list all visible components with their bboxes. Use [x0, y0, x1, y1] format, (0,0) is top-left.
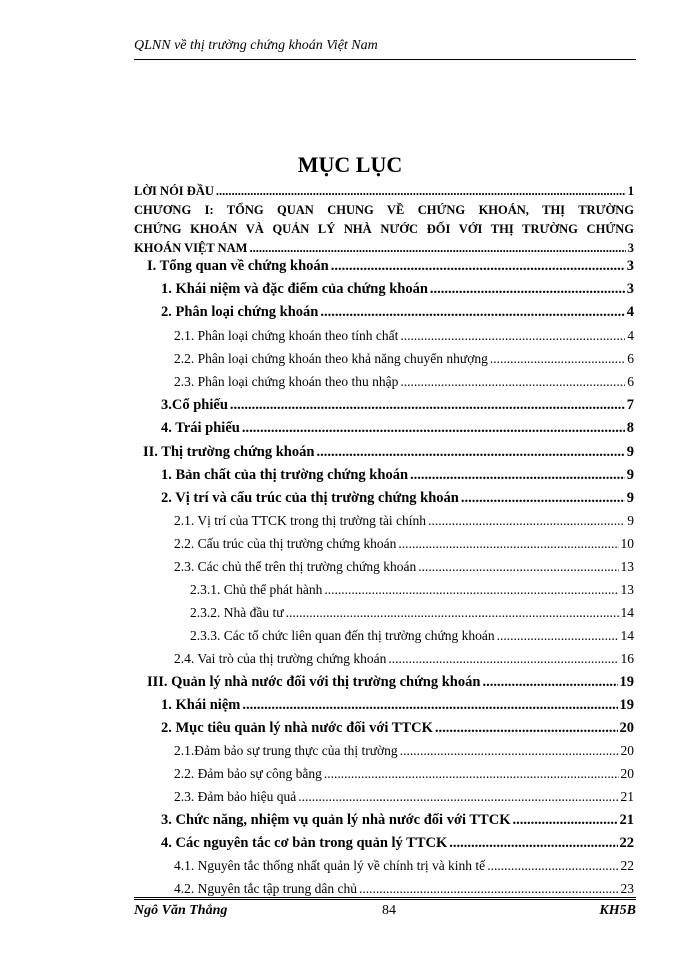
toc-entry-text: 2. Mục tiêu quản lý nhà nước đối với TTCK — [161, 720, 433, 736]
toc-entry-page: 22 — [620, 858, 634, 873]
toc-entry-page: 14 — [620, 605, 634, 620]
header-divider — [134, 59, 636, 60]
toc-leader — [487, 858, 618, 874]
toc-leader — [242, 697, 617, 714]
toc-entry-page: 4 — [627, 328, 634, 343]
toc-leader — [435, 720, 618, 737]
toc-entry-text: 2.2. Đảm bảo sự công bằng — [174, 766, 322, 781]
toc-entry[interactable] — [161, 812, 634, 829]
toc-entry[interactable] — [161, 397, 634, 414]
toc-entry-text: 3.Cổ phiếu — [161, 397, 228, 413]
toc-entry-text: 4. Các nguyên tắc cơ bản trong quản lý TTCK — [161, 835, 448, 851]
toc-entry-page: 9 — [626, 444, 634, 460]
toc-leader — [316, 444, 624, 461]
toc-entry[interactable] — [174, 559, 634, 575]
toc-entry[interactable] — [161, 467, 634, 484]
toc-entry-text: 2.2. Cấu trúc của thị trường chứng khoán — [174, 536, 397, 551]
toc-leader — [461, 490, 625, 507]
chapter-heading-line-3[interactable] — [134, 239, 634, 258]
chapter-heading-line-1[interactable]: CHƯƠNG I: TỔNG QUAN CHUNG VỀ CHỨNG KHOÁN, THỊ TRƯỜNG — [134, 203, 634, 217]
toc-entry-text: 4.2. Nguyên tắc tập trung dân chủ — [174, 881, 357, 896]
toc-entry-page: 1 — [627, 184, 634, 198]
toc-entry[interactable] — [190, 605, 634, 621]
toc-entry-page: 6 — [627, 351, 634, 366]
toc-entry-page: 22 — [619, 835, 634, 851]
toc-entry[interactable] — [174, 881, 634, 897]
chapter-heading-line-2[interactable]: CHỨNG KHOÁN VÀ QUẢN LÝ NHÀ NƯỚC ĐỐI VỚI THỊ TRƯỜNG CHỨNG — [134, 222, 634, 236]
toc-entry-text: 2.3. Đảm bảo hiệu quả — [174, 789, 297, 804]
toc-entry-text: 1. Khái niệm — [161, 697, 241, 713]
toc-entry[interactable] — [147, 674, 634, 691]
toc-entry-text: 2.3.1. Chủ thể phát hành — [190, 582, 323, 597]
toc-entry[interactable] — [161, 420, 634, 437]
toc-entry-page: 7 — [626, 397, 634, 413]
toc-entry-page: 16 — [620, 651, 634, 666]
toc-leader — [324, 582, 618, 598]
toc-entry-text: 2.3. Phân loại chứng khoán theo thu nhập — [174, 374, 399, 389]
toc-entry-text: 1. Bản chất của thị trường chứng khoán — [161, 467, 409, 483]
toc-entry-text: 2.4. Vai trò của thị trường chứng khoán — [174, 651, 387, 666]
running-header: QLNN về thị trường chứng khoán Việt Nam — [134, 38, 378, 53]
toc-leader — [242, 420, 625, 437]
toc-entry[interactable] — [174, 743, 634, 759]
toc-entry-text: 3. Chức năng, nhiệm vụ quản lý nhà nước đối với TTCK — [161, 812, 511, 828]
toc-entry[interactable] — [174, 789, 634, 805]
toc-leader — [410, 467, 625, 484]
toc-leader — [400, 374, 625, 390]
page-title: MỤC LỤC — [297, 152, 403, 177]
toc-entry[interactable] — [174, 858, 634, 874]
toc-entry-text: 2.3. Các chủ thể trên thị trường chứng khoán — [174, 559, 417, 574]
toc-entry-page: 13 — [620, 559, 634, 574]
toc-leader — [286, 605, 619, 621]
toc-entry-page: 6 — [627, 374, 634, 389]
toc-leader — [400, 328, 625, 344]
toc-entry[interactable] — [147, 258, 634, 275]
toc-leader — [400, 743, 619, 759]
toc-entry[interactable] — [161, 281, 634, 298]
toc-leader — [482, 674, 617, 691]
toc-entry[interactable] — [161, 720, 634, 737]
footer-divider — [134, 897, 636, 900]
toc-intro — [134, 182, 634, 258]
toc-entry-preface[interactable] — [134, 182, 634, 201]
toc-entry-page: 13 — [620, 582, 634, 597]
toc-entry-page: 9 — [626, 490, 634, 506]
toc-entry[interactable] — [161, 490, 634, 507]
toc-leader — [216, 182, 626, 201]
toc-entry-page: 20 — [619, 720, 634, 736]
toc-leader — [324, 766, 619, 782]
toc-entry-page: 3 — [626, 258, 634, 274]
toc-entry-page: 23 — [620, 881, 634, 896]
toc-entry-page: 4 — [626, 304, 634, 320]
toc-entry-page: 3 — [626, 281, 634, 297]
toc-entry-text: 2.3.3. Các tổ chức liên quan đến thị trường chứng khoán — [190, 628, 495, 643]
toc-entry-page: 14 — [620, 628, 634, 643]
toc-entry-text: 2.3.2. Nhà đầu tư — [190, 605, 284, 620]
toc-entry-text: 4. Trái phiếu — [161, 420, 240, 436]
toc-entry-text: 4.1. Nguyên tắc thống nhất quản lý về chính trị và kinh tế — [174, 858, 486, 873]
toc-leader — [388, 651, 618, 667]
toc-leader — [249, 239, 625, 258]
toc-entry-page: 19 — [619, 697, 634, 713]
toc-leader — [398, 536, 618, 552]
toc-entry-page: 9 — [627, 513, 634, 528]
toc-leader — [298, 789, 618, 805]
toc-entry-page: 21 — [620, 789, 634, 804]
toc-entry[interactable] — [174, 351, 634, 367]
toc-leader — [512, 812, 617, 829]
toc-leader — [331, 258, 625, 275]
toc-entry-text: 2.1. Vị trí của TTCK trong thị trường tài chính — [174, 513, 427, 528]
toc-entry[interactable] — [174, 328, 634, 344]
toc-entry-text: KHOÁN VIỆT NAM — [134, 241, 248, 255]
toc-entry[interactable] — [161, 697, 634, 714]
toc-entry-page: 8 — [626, 420, 634, 436]
toc-entry-text: 2.1. Phân loại chứng khoán theo tính chất — [174, 328, 399, 343]
toc-entry-text: 1. Khái niệm và đặc điểm của chứng khoán — [161, 281, 428, 297]
toc-entry-text: I. Tổng quan về chứng khoán — [147, 258, 329, 274]
toc-leader — [497, 628, 619, 644]
toc-entry[interactable] — [174, 513, 634, 529]
toc-leader — [449, 835, 617, 852]
toc-entry[interactable] — [190, 582, 634, 598]
toc-entry[interactable] — [174, 766, 634, 782]
toc-entry-text: II. Thị trường chứng khoán — [143, 444, 315, 460]
toc-leader — [430, 281, 625, 298]
toc-entry[interactable] — [190, 628, 634, 644]
toc-entry-page: 10 — [620, 536, 634, 551]
footer-class-code: KH5B — [599, 903, 636, 918]
toc-entry-text: 2. Phân loại chứng khoán — [161, 304, 319, 320]
toc-leader — [418, 559, 618, 575]
toc-entry-page: 20 — [620, 743, 634, 758]
toc-entry-page: 3 — [627, 241, 634, 255]
footer-author: Ngô Văn Thắng — [134, 903, 228, 918]
toc-entry-text: 2. Vị trí và cấu trúc của thị trường chứng khoán — [161, 490, 459, 506]
toc-leader — [230, 397, 625, 414]
toc-leader — [359, 881, 619, 897]
footer-page-number: 84 — [382, 903, 396, 918]
toc-entry[interactable] — [174, 536, 634, 552]
toc-entry-page: 19 — [619, 674, 634, 690]
toc-leader — [320, 304, 624, 321]
toc-entry[interactable] — [161, 835, 634, 852]
toc-entry-page: 21 — [619, 812, 634, 828]
toc-entry-text: III. Quản lý nhà nước đối với thị trường chứng khoán — [147, 674, 481, 690]
toc-entry-page: 9 — [626, 467, 634, 483]
toc-entry[interactable] — [161, 304, 634, 321]
toc-entry[interactable] — [174, 651, 634, 667]
toc-entry-text: LỜI NÓI ĐẦU — [134, 184, 214, 198]
toc-entry[interactable] — [143, 444, 634, 461]
toc-leader — [428, 513, 625, 529]
toc-entry-page: 20 — [620, 766, 634, 781]
toc-entry-text: 2.2. Phân loại chứng khoán theo khả năng chuyển nhượng — [174, 351, 488, 366]
toc-entry[interactable] — [174, 374, 634, 390]
toc-entry-text: 2.1.Đảm bảo sự trung thực của thị trường — [174, 743, 398, 758]
toc-leader — [490, 351, 625, 367]
